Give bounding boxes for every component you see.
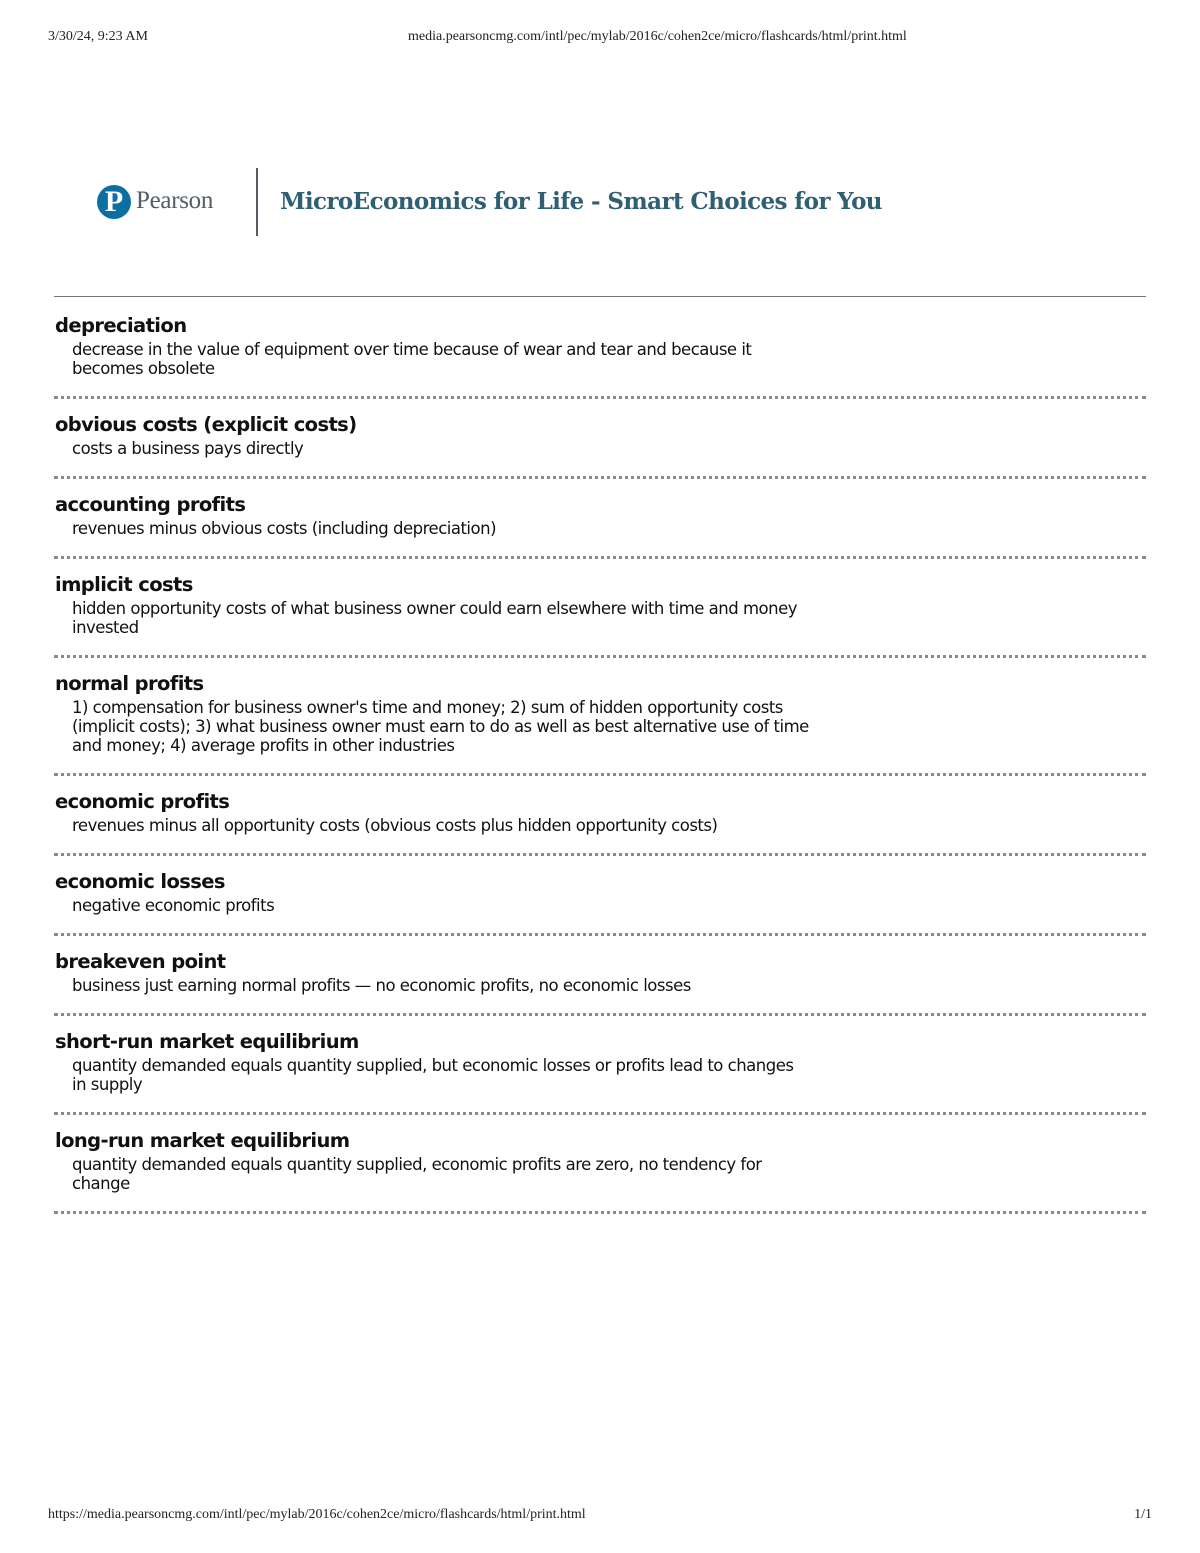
flashcard-term: short-run market equilibrium — [55, 1030, 359, 1053]
flashcard-term: accounting profits — [55, 493, 246, 516]
flashcard — [54, 671, 1146, 776]
flashcard — [54, 313, 1146, 399]
flashcard — [54, 1128, 1146, 1214]
flashcard — [54, 412, 1146, 479]
card-separator — [54, 933, 1146, 936]
card-separator — [54, 853, 1146, 856]
flashcard — [54, 1029, 1146, 1115]
print-footer-url: https://media.pearsoncmg.com/intl/pec/mylab/2016c/cohen2ce/micro/flashcards/html/print.html — [48, 1507, 586, 1522]
flashcard-definition: business just earning normal profits — no economic profits, no economic losses — [72, 976, 691, 995]
print-header-url: media.pearsoncmg.com/intl/pec/mylab/2016c/cohen2ce/micro/flashcards/html/print.html — [408, 29, 907, 44]
print-datetime: 3/30/24, 9:23 AM — [48, 29, 148, 44]
flashcard-term: depreciation — [55, 314, 187, 337]
card-separator — [54, 1211, 1146, 1214]
flashcard-definition: quantity demanded equals quantity supplied, economic profits are zero, no tendency for change — [72, 1155, 762, 1193]
flashcard — [54, 789, 1146, 856]
flashcard-term: economic profits — [55, 790, 230, 813]
flashcard-term: economic losses — [55, 870, 225, 893]
flashcard-definition: revenues minus obvious costs (including depreciation) — [72, 519, 497, 538]
flashcard-term: obvious costs (explicit costs) — [55, 413, 357, 436]
flashcard-term: breakeven point — [55, 950, 226, 973]
card-separator — [54, 773, 1146, 776]
flashcard-definition: revenues minus all opportunity costs (obvious costs plus hidden opportunity costs) — [72, 816, 718, 835]
page-number: 1/1 — [1134, 1507, 1152, 1522]
card-separator — [54, 1013, 1146, 1016]
flashcard-list — [54, 313, 1146, 1227]
card-separator — [54, 396, 1146, 399]
flashcard — [54, 572, 1146, 658]
flashcard — [54, 869, 1146, 936]
print-footer — [48, 1507, 1152, 1527]
brand-header — [97, 168, 897, 238]
flashcard-definition: 1) compensation for business owner's time and money; 2) sum of hidden opportunity costs (implicit costs); 3) what business owner must earn to do as well as best alternative use of time and money; 4) average profits in other industries — [72, 698, 809, 755]
brand-divider — [256, 168, 258, 236]
flashcard — [54, 492, 1146, 559]
card-separator — [54, 1112, 1146, 1115]
pearson-logo-text: Pearson — [136, 187, 214, 214]
flashcard-definition: quantity demanded equals quantity supplied, but economic losses or profits lead to changes in supply — [72, 1056, 794, 1094]
print-header — [48, 29, 1152, 49]
flashcard-term: normal profits — [55, 672, 204, 695]
pearson-logo-icon: P — [97, 185, 131, 219]
top-rule — [54, 296, 1146, 297]
flashcard-definition: hidden opportunity costs of what business owner could earn elsewhere with time and money invested — [72, 599, 797, 637]
card-separator — [54, 476, 1146, 479]
flashcard-definition: costs a business pays directly — [72, 439, 304, 458]
flashcard-term: long-run market equilibrium — [55, 1129, 350, 1152]
course-title: MicroEconomics for Life - Smart Choices for You — [280, 188, 882, 215]
card-separator — [54, 556, 1146, 559]
flashcard-term: implicit costs — [55, 573, 193, 596]
flashcard — [54, 949, 1146, 1016]
flashcard-definition: decrease in the value of equipment over time because of wear and tear and because it becomes obsolete — [72, 340, 752, 378]
card-separator — [54, 655, 1146, 658]
flashcard-definition: negative economic profits — [72, 896, 275, 915]
